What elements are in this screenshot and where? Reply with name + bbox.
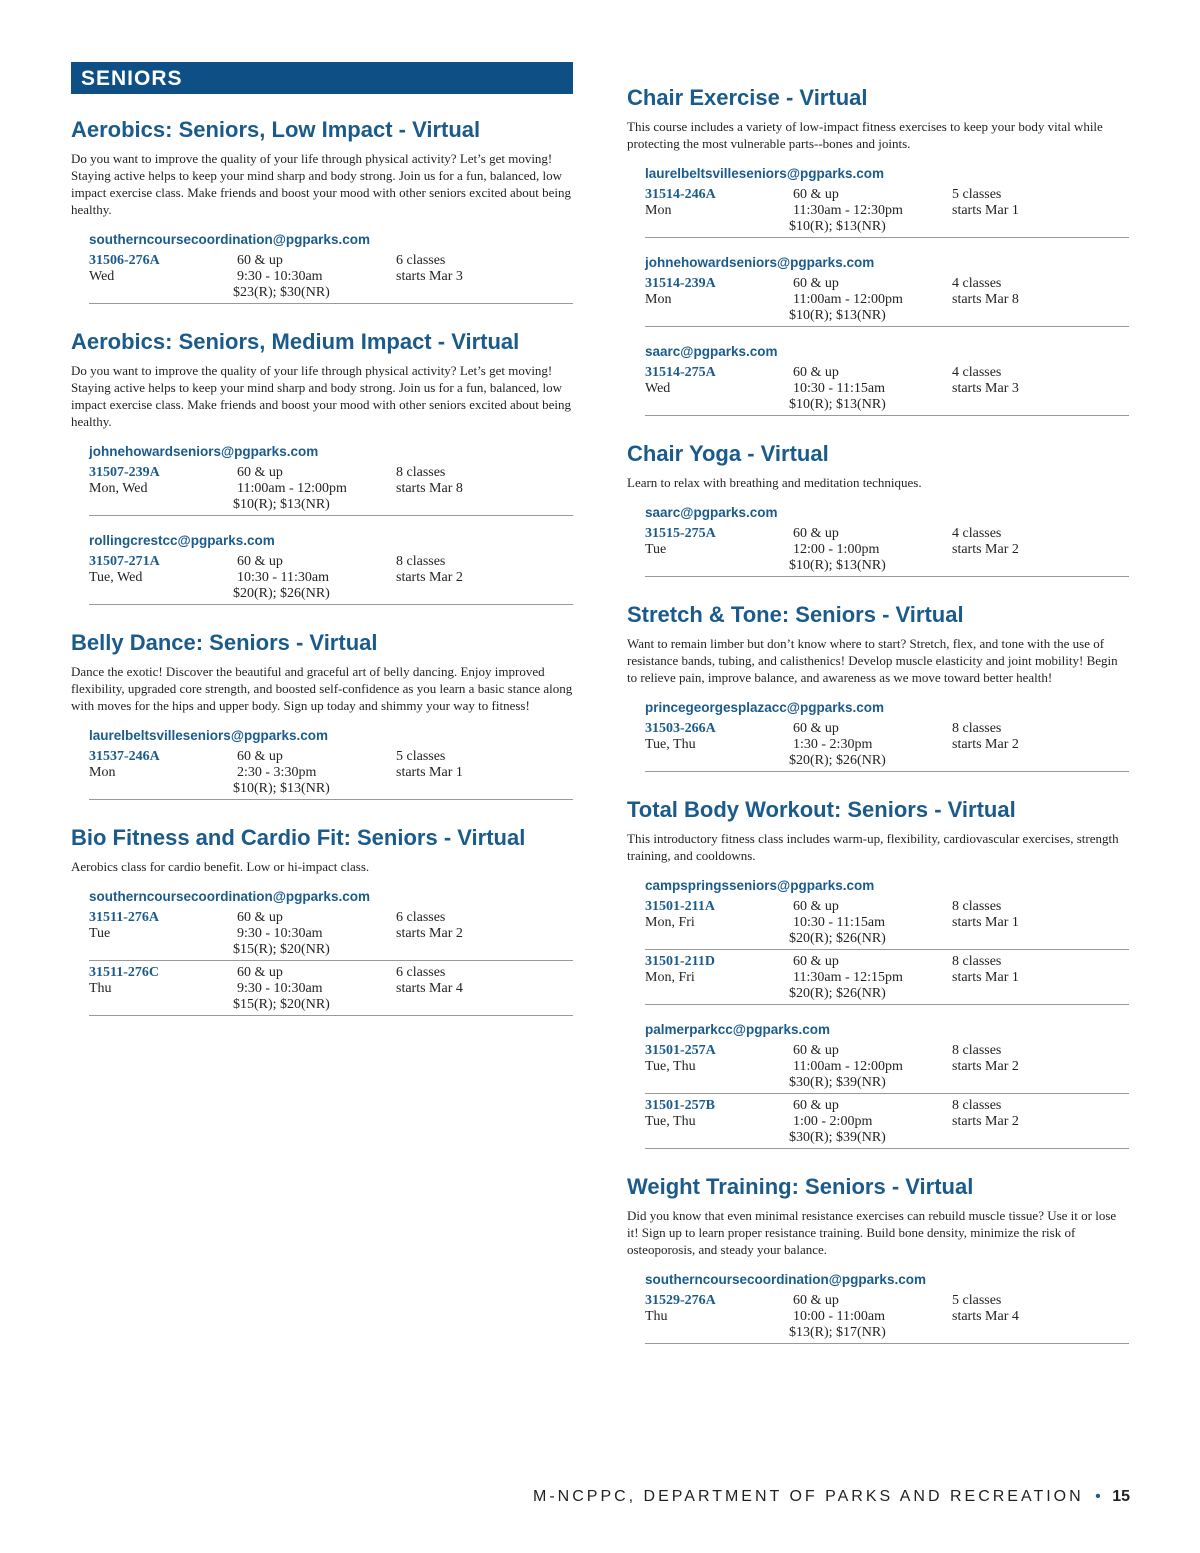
class-count: 8 classes bbox=[396, 554, 446, 569]
start-date: starts Mar 1 bbox=[952, 203, 1019, 218]
contact-group bbox=[627, 165, 1129, 238]
contact-group bbox=[71, 443, 573, 516]
start-date: starts Mar 1 bbox=[952, 915, 1019, 930]
start-date: starts Mar 4 bbox=[396, 981, 463, 996]
class-time: 11:30am - 12:15pm bbox=[793, 970, 903, 985]
course-days: Wed bbox=[89, 269, 115, 284]
course-code: 31501-211D bbox=[645, 954, 715, 969]
course-title: Bio Fitness and Cardio Fit: Seniors - Virtual bbox=[71, 825, 526, 850]
course-title: Stretch & Tone: Seniors - Virtual bbox=[627, 602, 964, 627]
contact-email-link[interactable]: laurelbeltsvilleseniors@pgparks.com bbox=[645, 166, 885, 181]
course-code: 31511-276C bbox=[89, 965, 159, 980]
class-time: 11:00am - 12:00pm bbox=[793, 1059, 903, 1074]
class-count: 5 classes bbox=[952, 187, 1002, 202]
contact-group bbox=[71, 231, 573, 304]
age-range: 60 & up bbox=[793, 526, 839, 541]
course-days: Tue bbox=[89, 926, 111, 941]
course-code: 31514-239A bbox=[645, 276, 716, 291]
age-range: 60 & up bbox=[237, 965, 283, 980]
course-description: Do you want to improve the quality of your life through physical activity? Let’s get moving! Staying active helps to keep your mind sharp and body strong. Join us for a fun, balanced, low impact exercise class. Make friends and boost your mood with other seniors excited about being healthy. bbox=[71, 151, 572, 217]
contact-email-link[interactable]: princegeorgesplazacc@pgparks.com bbox=[645, 700, 884, 715]
course-days: Wed bbox=[645, 381, 671, 396]
course-days: Mon bbox=[645, 292, 672, 307]
class-count: 8 classes bbox=[952, 954, 1002, 969]
course-days: Tue, Thu bbox=[645, 737, 696, 752]
start-date: starts Mar 8 bbox=[396, 481, 463, 496]
class-count: 8 classes bbox=[952, 899, 1002, 914]
course-code: 31503-266A bbox=[645, 721, 716, 736]
contact-group bbox=[627, 1271, 1129, 1344]
start-date: starts Mar 1 bbox=[952, 970, 1019, 985]
course-description: Dance the exotic! Discover the beautiful and graceful art of belly dancing. Enjoy improved flexibility, upgraded core strength, and boosted self-confidence as you learn a basic stance along with moves for the hips and upper body. Sign up today and shimmy your way to fitness! bbox=[71, 664, 573, 713]
course-code: 31506-276A bbox=[89, 253, 160, 268]
class-fee: $30(R); $39(NR) bbox=[789, 1075, 886, 1090]
course-days: Mon bbox=[645, 203, 672, 218]
contact-email-link[interactable]: southerncoursecoordination@pgparks.com bbox=[89, 889, 370, 904]
start-date: starts Mar 2 bbox=[952, 542, 1019, 557]
contact-group bbox=[627, 1021, 1129, 1149]
start-date: starts Mar 4 bbox=[952, 1309, 1019, 1324]
page-footer bbox=[533, 1488, 1130, 1506]
class-time: 11:00am - 12:00pm bbox=[793, 292, 903, 307]
contact-email-link[interactable]: palmerparkcc@pgparks.com bbox=[645, 1022, 830, 1037]
class-fee: $20(R); $26(NR) bbox=[789, 931, 886, 946]
course-block bbox=[627, 601, 1129, 772]
contact-email-link[interactable]: rollingcrestcc@pgparks.com bbox=[89, 533, 275, 548]
course-days: Mon bbox=[89, 765, 116, 780]
class-time: 9:30 - 10:30am bbox=[237, 981, 323, 996]
offering-row bbox=[645, 185, 1129, 238]
offering-row bbox=[89, 552, 573, 605]
right-column bbox=[627, 84, 1129, 1368]
course-title: Chair Exercise - Virtual bbox=[627, 85, 868, 110]
offering-row bbox=[89, 908, 573, 961]
course-block bbox=[71, 116, 573, 304]
course-title: Aerobics: Seniors, Low Impact - Virtual bbox=[71, 117, 481, 142]
class-count: 6 classes bbox=[396, 965, 446, 980]
course-code: 31537-246A bbox=[89, 749, 160, 764]
class-fee: $15(R); $20(NR) bbox=[233, 997, 330, 1012]
age-range: 60 & up bbox=[793, 954, 839, 969]
course-code: 31511-276A bbox=[89, 910, 159, 925]
class-fee: $20(R); $26(NR) bbox=[789, 753, 886, 768]
class-count: 6 classes bbox=[396, 910, 446, 925]
course-code: 31501-257A bbox=[645, 1043, 716, 1058]
class-time: 10:00 - 11:00am bbox=[793, 1309, 886, 1324]
class-fee: $15(R); $20(NR) bbox=[233, 942, 330, 957]
class-fee: $10(R); $13(NR) bbox=[233, 781, 330, 796]
class-time: 2:30 - 3:30pm bbox=[237, 765, 317, 780]
course-block bbox=[71, 629, 573, 800]
age-range: 60 & up bbox=[793, 1098, 839, 1113]
left-course-list bbox=[71, 116, 573, 1016]
age-range: 60 & up bbox=[793, 276, 839, 291]
age-range: 60 & up bbox=[793, 721, 839, 736]
class-fee: $13(R); $17(NR) bbox=[789, 1325, 886, 1340]
course-days: Thu bbox=[645, 1309, 668, 1324]
offering-row bbox=[645, 1291, 1129, 1344]
class-time: 10:30 - 11:30am bbox=[237, 570, 330, 585]
contact-group bbox=[71, 532, 573, 605]
course-description: Do you want to improve the quality of your life through physical activity? Let’s get moving! Staying active helps to keep your mind sharp and body strong. Join us for a fun, balanced, low impact exercise class. Make friends and boost your mood with other seniors excited about being healthy. bbox=[71, 363, 572, 429]
contact-group bbox=[627, 504, 1129, 577]
age-range: 60 & up bbox=[237, 910, 283, 925]
class-count: 4 classes bbox=[952, 526, 1002, 541]
class-fee: $20(R); $26(NR) bbox=[233, 586, 330, 601]
contact-email-link[interactable]: saarc@pgparks.com bbox=[645, 344, 778, 359]
footer-bullet: • bbox=[1095, 1488, 1101, 1505]
class-fee: $10(R); $13(NR) bbox=[789, 219, 886, 234]
class-time: 1:30 - 2:30pm bbox=[793, 737, 873, 752]
right-course-list bbox=[627, 84, 1129, 1344]
contact-email-link[interactable]: johnehowardseniors@pgparks.com bbox=[89, 444, 319, 459]
class-time: 1:00 - 2:00pm bbox=[793, 1114, 873, 1129]
course-block bbox=[627, 1173, 1129, 1344]
start-date: starts Mar 2 bbox=[952, 1114, 1019, 1129]
course-description: This introductory fitness class includes warm-up, flexibility, cardiovascular exercises, strength training, and cooldowns. bbox=[627, 831, 1119, 863]
contact-group bbox=[627, 254, 1129, 327]
class-fee: $10(R); $13(NR) bbox=[233, 497, 330, 512]
class-count: 4 classes bbox=[952, 365, 1002, 380]
start-date: starts Mar 1 bbox=[396, 765, 463, 780]
offering-row bbox=[645, 274, 1129, 327]
course-days: Mon, Wed bbox=[89, 481, 148, 496]
course-days: Tue, Thu bbox=[645, 1114, 696, 1129]
course-days: Thu bbox=[89, 981, 112, 996]
course-description: Did you know that even minimal resistance exercises can rebuild muscle tissue? Use it or lose it! Sign up to learn proper resistance training. Build bone density, minimize the risk of osteoporosis, and steady your balance. bbox=[627, 1208, 1117, 1257]
offering-row bbox=[89, 463, 573, 516]
class-count: 4 classes bbox=[952, 276, 1002, 291]
class-fee: $10(R); $13(NR) bbox=[789, 558, 886, 573]
course-code: 31501-211A bbox=[645, 899, 715, 914]
contact-group bbox=[627, 877, 1129, 1005]
offering-row bbox=[645, 897, 1129, 950]
class-time: 9:30 - 10:30am bbox=[237, 269, 323, 284]
course-block bbox=[627, 84, 1129, 416]
offering-row bbox=[645, 952, 1129, 1005]
age-range: 60 & up bbox=[793, 365, 839, 380]
offering-row bbox=[645, 1096, 1129, 1149]
offering-row bbox=[645, 1041, 1129, 1094]
course-code: 31514-275A bbox=[645, 365, 716, 380]
contact-group bbox=[627, 699, 1129, 772]
age-range: 60 & up bbox=[237, 465, 283, 480]
class-fee: $10(R); $13(NR) bbox=[789, 397, 886, 412]
offering-row bbox=[645, 363, 1129, 416]
course-days: Mon, Fri bbox=[645, 970, 695, 985]
contact-group bbox=[71, 888, 573, 1016]
course-code: 31529-276A bbox=[645, 1293, 716, 1308]
age-range: 60 & up bbox=[793, 1293, 839, 1308]
course-description: Learn to relax with breathing and meditation techniques. bbox=[627, 475, 922, 490]
age-range: 60 & up bbox=[793, 1043, 839, 1058]
course-title: Chair Yoga - Virtual bbox=[627, 441, 829, 466]
footer-text: M-NCPPC, DEPARTMENT OF PARKS AND RECREATION bbox=[533, 1488, 1084, 1505]
offering-row bbox=[89, 251, 573, 304]
offering-row bbox=[645, 719, 1129, 772]
contact-email-link[interactable]: southerncoursecoordination@pgparks.com bbox=[89, 232, 370, 247]
class-count: 5 classes bbox=[952, 1293, 1002, 1308]
left-column bbox=[71, 62, 573, 1040]
age-range: 60 & up bbox=[237, 253, 283, 268]
start-date: starts Mar 2 bbox=[952, 737, 1019, 752]
start-date: starts Mar 2 bbox=[952, 1059, 1019, 1074]
course-title: Weight Training: Seniors - Virtual bbox=[627, 1174, 974, 1199]
course-block bbox=[627, 440, 1129, 577]
contact-email-link[interactable]: saarc@pgparks.com bbox=[645, 505, 778, 520]
course-block bbox=[71, 328, 573, 605]
start-date: starts Mar 2 bbox=[396, 570, 463, 585]
start-date: starts Mar 8 bbox=[952, 292, 1019, 307]
course-days: Tue, Wed bbox=[89, 570, 143, 585]
course-block bbox=[71, 824, 573, 1016]
course-code: 31514-246A bbox=[645, 187, 716, 202]
class-count: 6 classes bbox=[396, 253, 446, 268]
class-time: 10:30 - 11:15am bbox=[793, 381, 886, 396]
age-range: 60 & up bbox=[237, 749, 283, 764]
offering-row bbox=[645, 524, 1129, 577]
contact-email-link[interactable]: johnehowardseniors@pgparks.com bbox=[645, 255, 875, 270]
contact-email-link[interactable]: southerncoursecoordination@pgparks.com bbox=[645, 1272, 926, 1287]
start-date: starts Mar 2 bbox=[396, 926, 463, 941]
offering-row bbox=[89, 747, 573, 800]
contact-group bbox=[627, 343, 1129, 416]
start-date: starts Mar 3 bbox=[396, 269, 463, 284]
class-count: 8 classes bbox=[396, 465, 446, 480]
course-description: Want to remain limber but don’t know where to start? Stretch, flex, and tone with the use of resistance bands, tubing, and calisthenics! Develop muscle elasticity and joint mobility! Begin to relieve pain, improve balance, and awareness as we move toward better health! bbox=[627, 636, 1118, 685]
class-time: 10:30 - 11:15am bbox=[793, 915, 886, 930]
course-code: 31501-257B bbox=[645, 1098, 715, 1113]
offering-row bbox=[89, 963, 573, 1016]
course-title: Aerobics: Seniors, Medium Impact - Virtual bbox=[71, 329, 520, 354]
course-description: Aerobics class for cardio benefit. Low or hi-impact class. bbox=[71, 859, 370, 874]
age-range: 60 & up bbox=[793, 187, 839, 202]
course-code: 31515-275A bbox=[645, 526, 716, 541]
course-title: Belly Dance: Seniors - Virtual bbox=[71, 630, 378, 655]
class-fee: $23(R); $30(NR) bbox=[233, 285, 330, 300]
class-count: 8 classes bbox=[952, 1043, 1002, 1058]
class-fee: $20(R); $26(NR) bbox=[789, 986, 886, 1001]
class-time: 11:30am - 12:30pm bbox=[793, 203, 903, 218]
contact-email-link[interactable]: laurelbeltsvilleseniors@pgparks.com bbox=[89, 728, 329, 743]
course-days: Tue, Thu bbox=[645, 1059, 696, 1074]
start-date: starts Mar 3 bbox=[952, 381, 1019, 396]
class-time: 12:00 - 1:00pm bbox=[793, 542, 880, 557]
class-count: 8 classes bbox=[952, 721, 1002, 736]
age-range: 60 & up bbox=[237, 554, 283, 569]
class-count: 5 classes bbox=[396, 749, 446, 764]
course-days: Tue bbox=[645, 542, 667, 557]
contact-email-link[interactable]: campspringsseniors@pgparks.com bbox=[645, 878, 875, 893]
course-days: Mon, Fri bbox=[645, 915, 695, 930]
class-fee: $30(R); $39(NR) bbox=[789, 1130, 886, 1145]
course-block bbox=[627, 796, 1129, 1149]
class-time: 11:00am - 12:00pm bbox=[237, 481, 347, 496]
course-title: Total Body Workout: Seniors - Virtual bbox=[627, 797, 1016, 822]
class-count: 8 classes bbox=[952, 1098, 1002, 1113]
contact-group bbox=[71, 727, 573, 800]
class-fee: $10(R); $13(NR) bbox=[789, 308, 886, 323]
age-range: 60 & up bbox=[793, 899, 839, 914]
page-number: 15 bbox=[1112, 1488, 1130, 1505]
section-header: SENIORS bbox=[71, 62, 573, 94]
course-description: This course includes a variety of low-impact fitness exercises to keep your body vital while protecting the most vulnerable parts--bones and joints. bbox=[627, 119, 1103, 151]
course-code: 31507-271A bbox=[89, 554, 160, 569]
class-time: 9:30 - 10:30am bbox=[237, 926, 323, 941]
course-code: 31507-239A bbox=[89, 465, 160, 480]
